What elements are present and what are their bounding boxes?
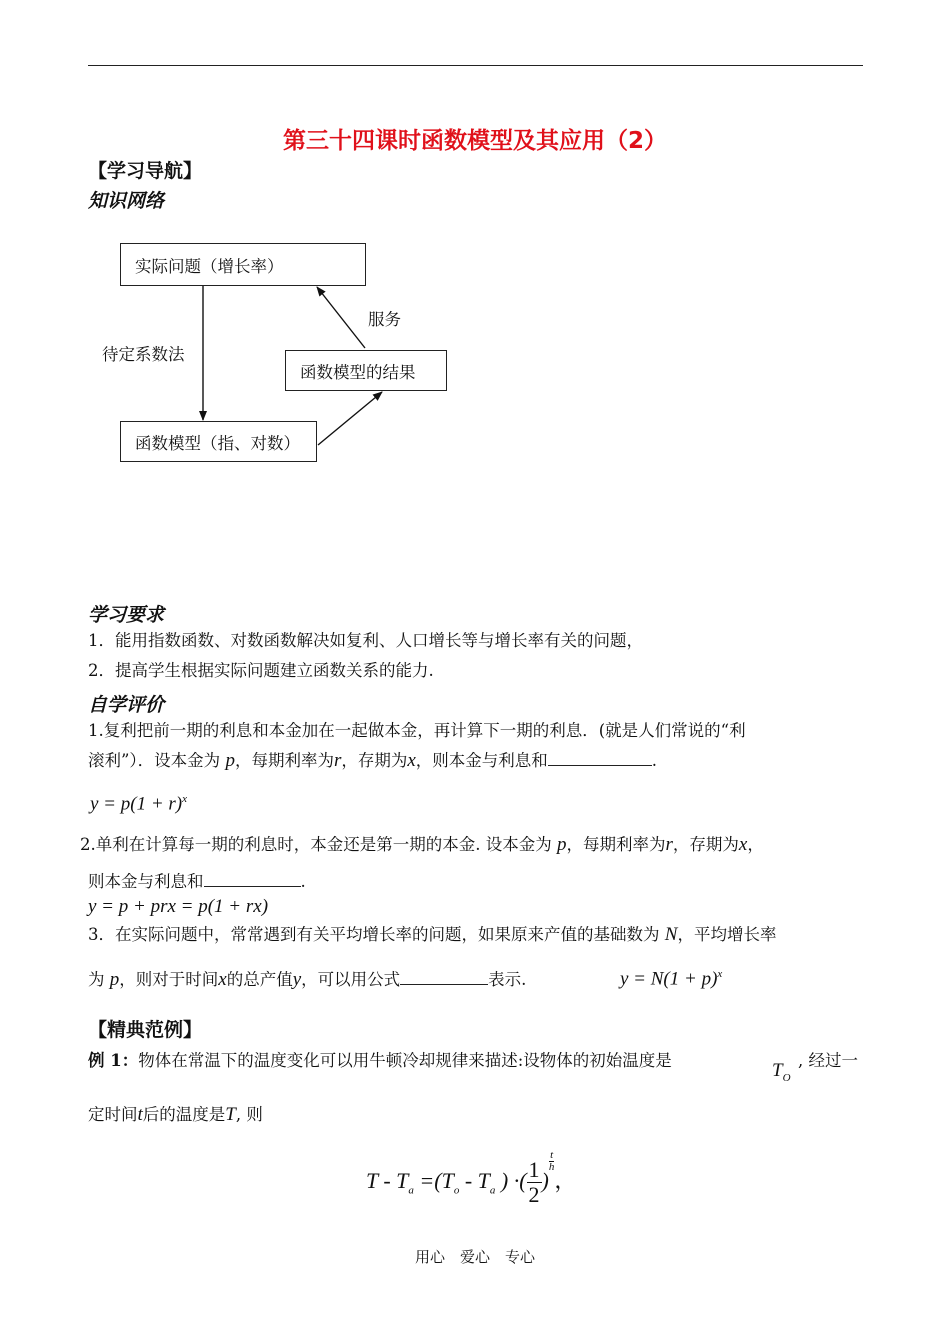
q1-answer: $y = p(1 + r)^x$: [90, 793, 188, 815]
q1-line-2: 滚利”）．设本金为 p，每期利率为r，存期为x，则本金与利息和 .: [88, 747, 657, 772]
requirement-item-1: 1．能用指数函数、对数函数解决如复利、人口增长等与增长率有关的问题，: [88, 631, 643, 650]
box-model-result: [285, 350, 447, 391]
diagram-arrows: [0, 0, 950, 600]
page-footer: 用心 爱心 专心: [414, 1248, 535, 1266]
q3-line-2: 为 p，则对于时间x的总产值y，可以用公式 表示.: [88, 966, 526, 991]
section-examples: 【精典范例】: [88, 1019, 203, 1041]
box-real-problem: [120, 243, 366, 286]
arrow-to-problem: [317, 287, 365, 348]
example-1-label: 例 1：: [88, 1051, 139, 1070]
var-initial-temp: $T_O$: [772, 1060, 791, 1084]
example-1-line-1-end: , 经过一: [798, 1051, 858, 1070]
q2-answer-blank[interactable]: [204, 868, 301, 887]
box-function-model: [120, 421, 317, 462]
q2-line-1: 2.单利在计算每一期的利息时，本金还是第一期的本金. 设本金为 p，每期利率为r，存期为x，: [80, 834, 764, 855]
label-serve: 服务: [368, 310, 401, 329]
q2-line-2: 则本金与利息和 .: [88, 868, 306, 893]
example-1-line-2: 定时间t后的温度是T, 则: [88, 1104, 263, 1125]
heading-requirements: 学习要求: [88, 604, 165, 626]
q3-answer: $y = N(1 + p)^x$: [620, 968, 723, 990]
section-nav: 【学习导航】: [88, 160, 203, 182]
q1-answer-blank[interactable]: [548, 747, 652, 766]
q1-line-1: 1.复利把前一期的利息和本金加在一起做本金，再计算下一期的利息．(就是人们常说的“利: [88, 721, 746, 740]
heading-self-eval: 自学评价: [88, 694, 165, 716]
arrow-up-right: [318, 392, 382, 445]
box-model-result-label: 函数模型的结果: [300, 362, 416, 382]
newton-cooling-formula: $T - T_a =(T_o - T_a$ ) ·( $\frac{1}{2}$ ) $^{\frac{t}{h}}$ ，: [366, 1149, 577, 1208]
label-undetermined-coefficients: 待定系数法: [102, 345, 185, 364]
fraction-one-half: $\frac{1}{2}$: [528, 1157, 540, 1208]
q3-line-1: 3．在实际问题中，常常遇到有关平均增长率的问题，如果原来产值的基础数为 N，平均增长率: [88, 924, 777, 945]
heading-knowledge-network: 知识网络: [88, 190, 165, 212]
example-1-line-1: 例 1：物体在常温下的温度变化可以用牛顿冷却规律来描述:设物体的初始温度是: [88, 1051, 672, 1070]
box-real-problem-label: 实际问题（增长率）: [135, 256, 284, 276]
requirement-item-2: 2．提高学生根据实际问题建立函数关系的能力.: [88, 661, 434, 680]
q2-answer: y = p + prx = p(1 + rx): [88, 896, 269, 917]
q3-answer-blank[interactable]: [400, 966, 488, 985]
box-function-model-label: 函数模型（指、对数）: [135, 433, 300, 453]
page-title: 第三十四课时函数模型及其应用（2）: [282, 128, 667, 154]
